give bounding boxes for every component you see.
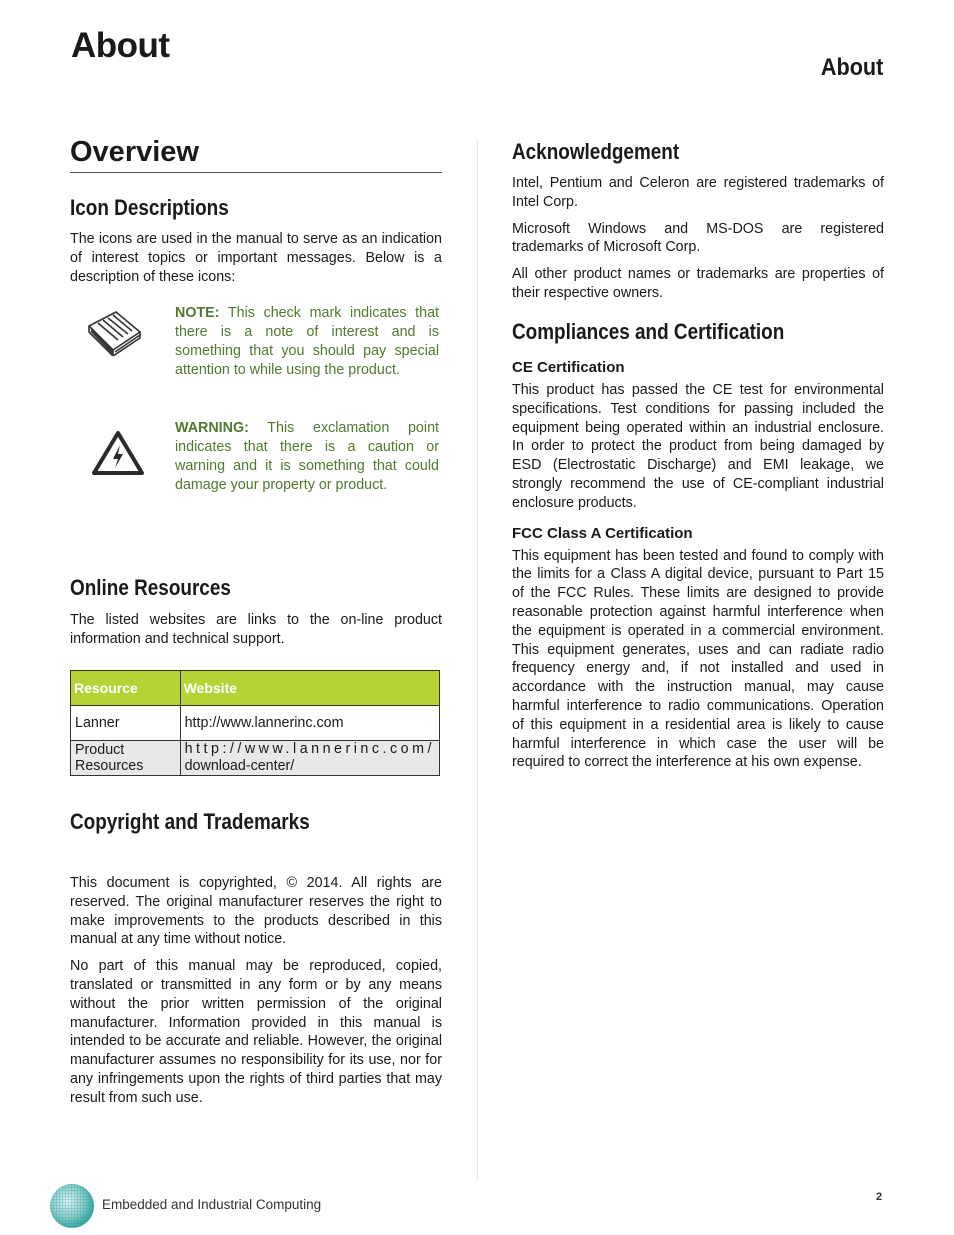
overview-heading: Overview	[70, 136, 199, 168]
online-resources-heading: Online Resources	[70, 575, 231, 600]
icon-descriptions-section	[70, 195, 442, 286]
icon-descriptions-intro: The icons are used in the manual to serve as an indication of interest topics or important messages. Below is a description of these icons:	[70, 231, 442, 285]
overview-section	[70, 136, 442, 173]
online-resources-section	[70, 575, 442, 649]
note-description	[175, 304, 439, 380]
ce-text: This product has passed the CE test for environmental specifications. Test conditions for passing included the equipment being operated within an industrial enclosure. In order to protect the product from being damaged by ESD (Electrostatic Discharge) and EMI leakage, we strongly recommend the use of CE-compliant industrial enclosure products.	[512, 382, 884, 511]
acknowledgement-section	[512, 139, 884, 303]
compliances-section	[512, 319, 884, 772]
fcc-text: This equipment has been tested and found to comply with the limits for a Class A digital device, pursuant to Part 15 of the FCC Rules. These limits are designed to provide reasonable protection against harmful interference when the equipment is operated in a commercial environment. This equipment generates, uses and can radiate radio frequency energy and, if not installed and used in accordance with the instruction manual, may cause harmful interference to radio communications. Operation of this equipment in a residential area is likely to cause harmful interference in which case the user will be required to correct the interference at his own expense.	[512, 547, 884, 771]
table-cell: Lanner	[71, 706, 181, 741]
note-book-icon	[86, 306, 142, 361]
overview-rule	[70, 172, 442, 173]
table-row	[71, 741, 440, 776]
table-link-line-1: http://www.lannerinc.com/	[184, 741, 435, 757]
table-link-line-2: download-center/	[184, 758, 295, 774]
copyright-section	[70, 809, 442, 835]
acknowledgement-para-3: All other product names or trademarks are properties of their respective owners.	[512, 266, 884, 301]
copyright-heading: Copyright and Trademarks	[70, 809, 310, 834]
page-number: 2	[876, 1191, 883, 1203]
compliances-heading: Compliances and Certification	[512, 319, 785, 344]
column-divider	[477, 140, 478, 1180]
table-header-website: Website	[180, 671, 439, 706]
warning-text: This exclamation point indicates that there is a caution or warning and it is something that could damage your property or product.	[175, 420, 439, 493]
company-logo-icon	[49, 1183, 95, 1234]
copyright-para-1: This document is copyrighted, © 2014. All rights are reserved. The original manufacturer reserves the right to make improvements to the products described in this manual at any time without notice.	[70, 875, 442, 948]
copyright-body	[70, 874, 442, 1108]
warning-description	[175, 419, 439, 495]
table-link[interactable]	[180, 741, 439, 776]
running-header: About	[820, 54, 883, 81]
note-text: This check mark indicates that there is a note of interest and is something that you should pay special attention to while using the product.	[175, 305, 439, 378]
acknowledgement-heading: Acknowledgement	[512, 139, 680, 164]
online-resources-intro: The listed websites are links to the on-line product information and technical support.	[70, 612, 442, 647]
warning-label: WARNING:	[175, 420, 249, 436]
table-row	[71, 706, 440, 741]
table-header-resource: Resource	[71, 671, 181, 706]
table-link[interactable]: http://www.lannerinc.com	[180, 706, 439, 741]
ce-heading: CE Certification	[512, 359, 625, 376]
icon-descriptions-heading: Icon Descriptions	[70, 195, 229, 220]
footer-tagline: Embedded and Industrial Computing	[102, 1197, 322, 1212]
page-title: About	[71, 26, 170, 65]
note-label: NOTE:	[175, 305, 220, 321]
warning-lightning-icon	[91, 430, 145, 481]
acknowledgement-para-2: Microsoft Windows and MS-DOS are registered trademarks of Microsoft Corp.	[512, 220, 884, 256]
copyright-para-2: No part of this manual may be reproduced, copied, translated or transmitted in any form or by any means without the prior written permission of the original manufacturer. Information provided in this manual is intended to be accurate and reliable. However, the original manufacturer assumes no responsibility for its use, nor for any infringements upon the rights of third parties that may result from such use.	[70, 958, 442, 1106]
acknowledgement-para-1: Intel, Pentium and Celeron are registered trademarks of Intel Corp.	[512, 175, 884, 210]
fcc-heading: FCC Class A Certification	[512, 524, 693, 542]
table-cell: Product Resources	[71, 741, 181, 776]
resources-table	[70, 670, 440, 776]
